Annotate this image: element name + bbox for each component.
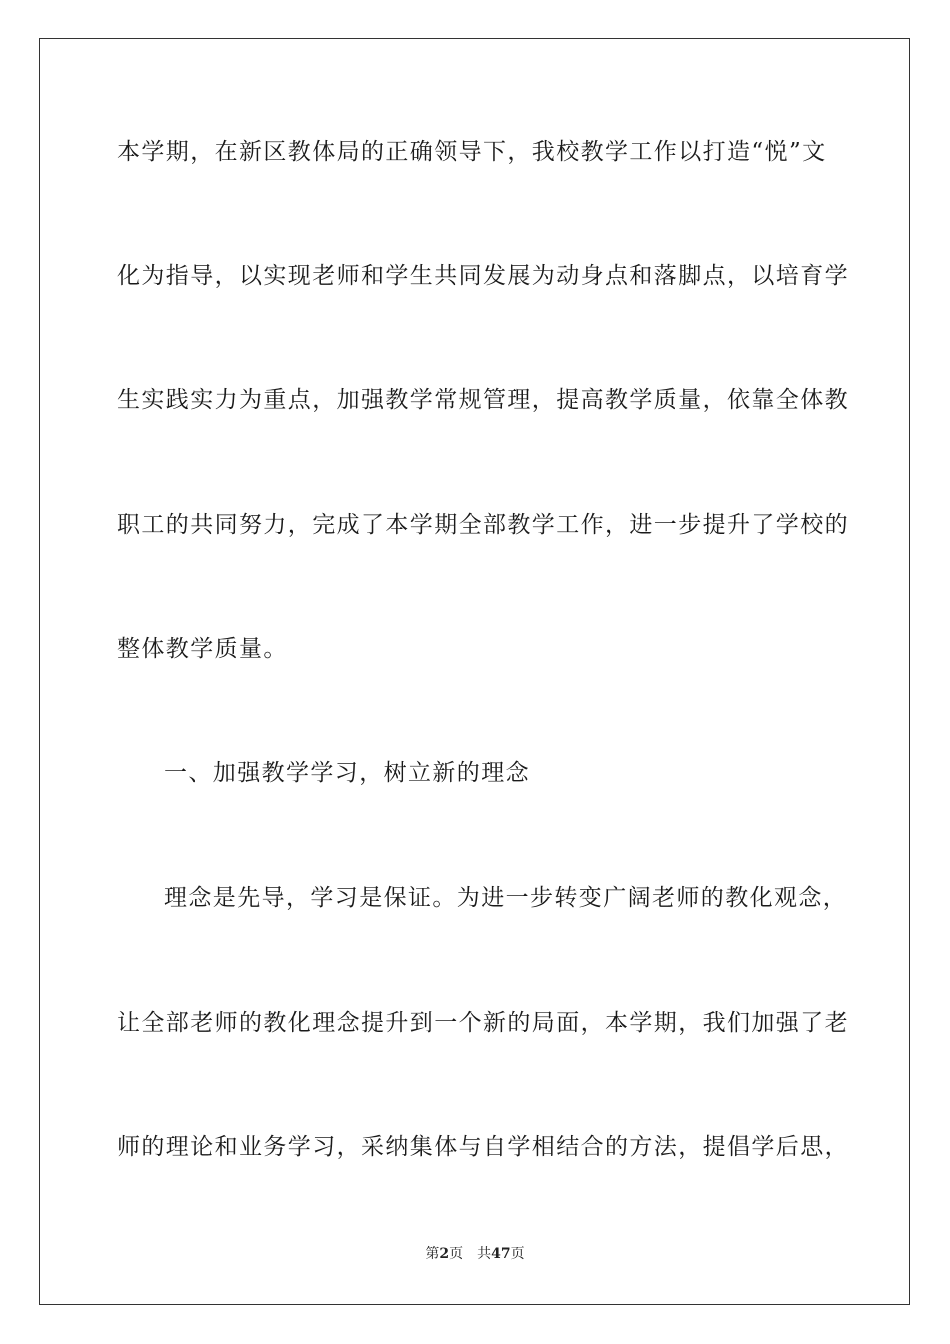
footer-page-prefix: 第 [425, 1246, 440, 1262]
footer-total-suffix: 页 [510, 1246, 525, 1262]
body-line-4: 职工的共同努力，完成了本学期全部教学工作，进一步提升了学校的 [117, 512, 849, 538]
body-line-6: 理念是先导，学习是保证。为进一步转变广阔老师的教化观念， [164, 885, 848, 911]
body-line-7: 让全部老师的教化理念提升到一个新的局面，本学期，我们加强了老 [117, 1010, 849, 1036]
body-line-5: 整体教学质量。 [117, 636, 288, 662]
page-footer [0, 1245, 950, 1263]
body-line-2: 化为指导，以实现老师和学生共同发展为动身点和落脚点，以培育学 [117, 263, 849, 289]
footer-page-suffix: 页 [449, 1246, 464, 1262]
body-line-8: 师的理论和业务学习，采纳集体与自学相结合的方法，提倡学后思， [117, 1134, 849, 1160]
page-border [39, 38, 910, 1305]
section-heading: 一、加强教学学习，树立新的理念 [164, 760, 530, 786]
body-line-1: 本学期，在新区教体局的正确领导下，我校教学工作以打造“悦”文 [117, 139, 827, 165]
footer-page-number: 2 [439, 1246, 450, 1262]
body-line-3: 生实践实力为重点，加强教学常规管理，提高教学质量，依靠全体教 [117, 387, 849, 413]
footer-total-pages: 47 [491, 1246, 511, 1262]
footer-total-prefix: 共 [477, 1246, 492, 1262]
